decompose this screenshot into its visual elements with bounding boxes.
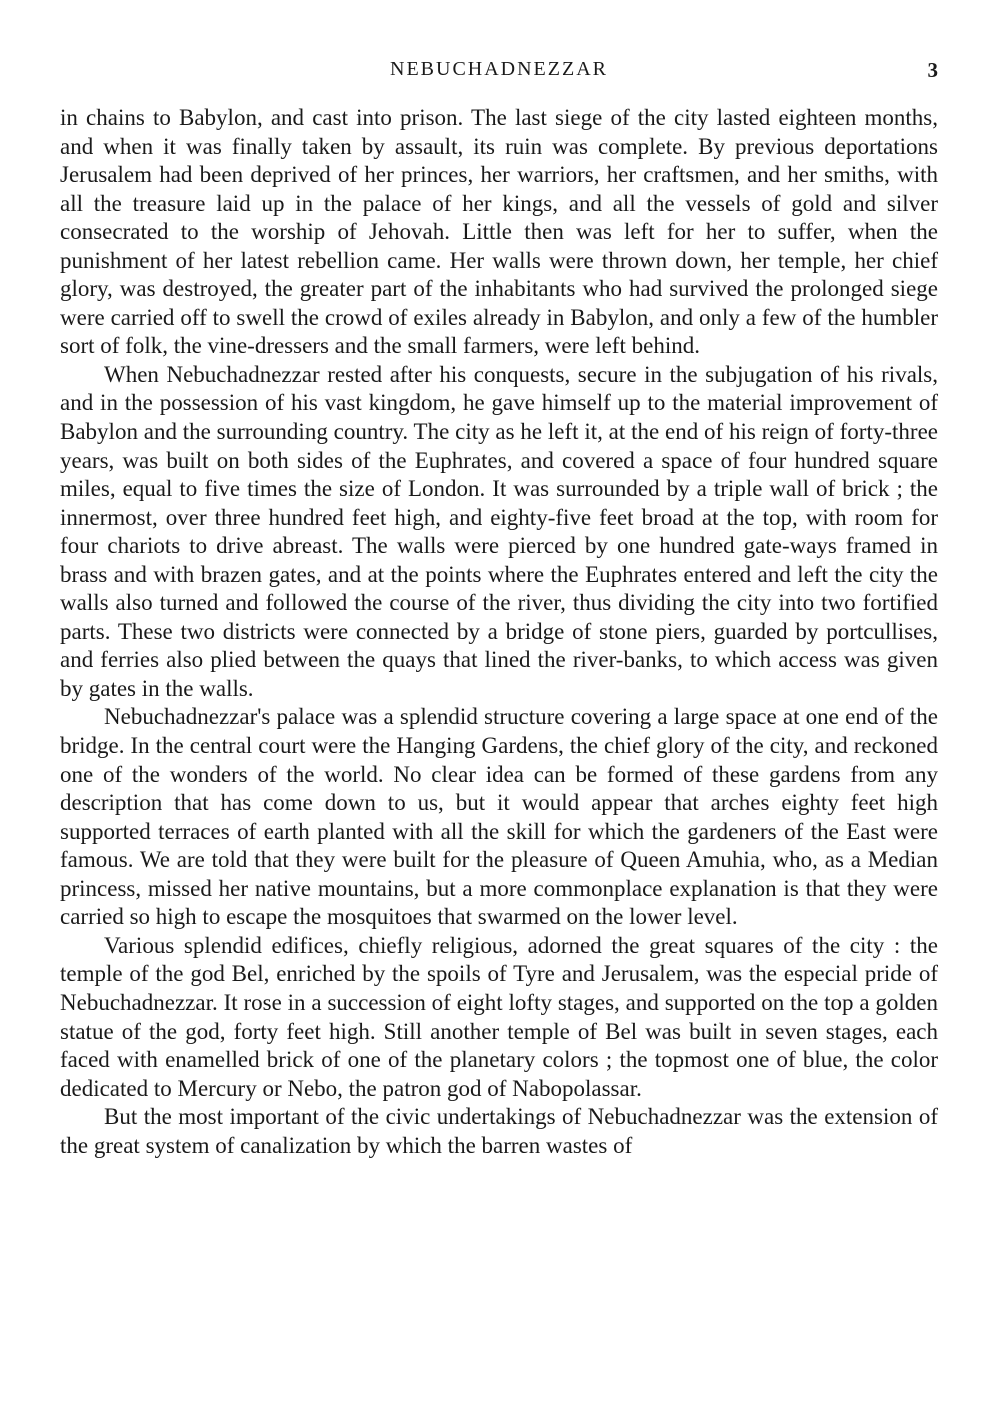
running-title: NEBUCHADNEZZAR — [390, 58, 608, 80]
paragraph-2: When Nebuchadnezzar rested after his conquests, secure in the subjugation of his rivals, and in the possession of his vast kingdom, he gave himself up to the material improvement of Babylon and the surrounding country. The city as he left it, at the end of his reign of forty-three years, was built on both sides of the Euphrates, and covered a space of four hundred square miles, equal to five times the size of London. It was surrounded by a triple wall of brick ; the innermost, over three hundred feet high, and eighty-five feet broad at the top, with room for four chariots to drive abreast. The walls were pierced by one hundred gate-ways framed in brass and with brazen gates, and at the points where the Euphrates entered and left the city the walls also turned and followed the course of the river, thus dividing the city into two fortified parts. These two districts were connected by a bridge of stone piers, guarded by portcullises, and ferries also plied between the quays that lined the river-banks, to which access was given by gates in the walls. — [60, 361, 938, 701]
running-head — [60, 58, 938, 84]
paragraph-5: But the most important of the civic undertakings of Nebuchadnezzar was the extension of the great system of canalization by which the barren wastes of — [60, 1104, 938, 1158]
paragraph-3: Nebuchadnezzar's palace was a splendid structure covering a large space at one end of the bridge. In the central court were the Hanging Gardens, the chief glory of the city, and reckoned one of the wonders of the world. No clear idea can be formed of these gardens from any description that has come down to us, but it would appear that arches eighty feet high supported terraces of earth planted with all the skill for which the gardeners of the East were famous. We are told that they were built for the pleasure of Queen Amuhia, who, as a Median princess, missed her native mountains, but a more commonplace explanation is that they were carried so high to escape the mosquitoes that swarmed on the lower level. — [60, 704, 938, 930]
body-text — [60, 104, 938, 1160]
paragraph-1: in chains to Babylon, and cast into prison. The last siege of the city lasted eighteen months, and when it was finally taken by assault, its ruin was complete. By previous deportations Jerusalem had been deprived of her princes, her warriors, her craftsmen, and her smiths, with all the treasure laid up in the palace of her kings, and all the vessels of gold and silver consecrated to the worship of Jehovah. Little then was left for her to suffer, when the punishment of her latest rebellion came. Her walls were thrown down, her temple, her chief glory, was destroyed, the greater part of the inhabitants who had survived the prolonged siege were carried off to swell the crowd of exiles already in Babylon, and only a few of the humbler sort of folk, the vine-dressers and the small farmers, were left behind. — [60, 105, 938, 359]
page-number: 3 — [927, 58, 938, 82]
paragraph-4: Various splendid edifices, chiefly religious, adorned the great squares of the city : the temple of the god Bel, enriched by the spoils of Tyre and Jerusalem, was the especial pride of Nebuchadnezzar. It rose in a succession of eight lofty stages, and supported on the top a golden statue of the god, forty feet high. Still another temple of Bel was built in seven stages, each faced with enamelled brick of one of the planetary colors ; the topmost one of blue, the color dedicated to Mercury or Nebo, the patron god of Nabopolassar. — [60, 932, 938, 1101]
